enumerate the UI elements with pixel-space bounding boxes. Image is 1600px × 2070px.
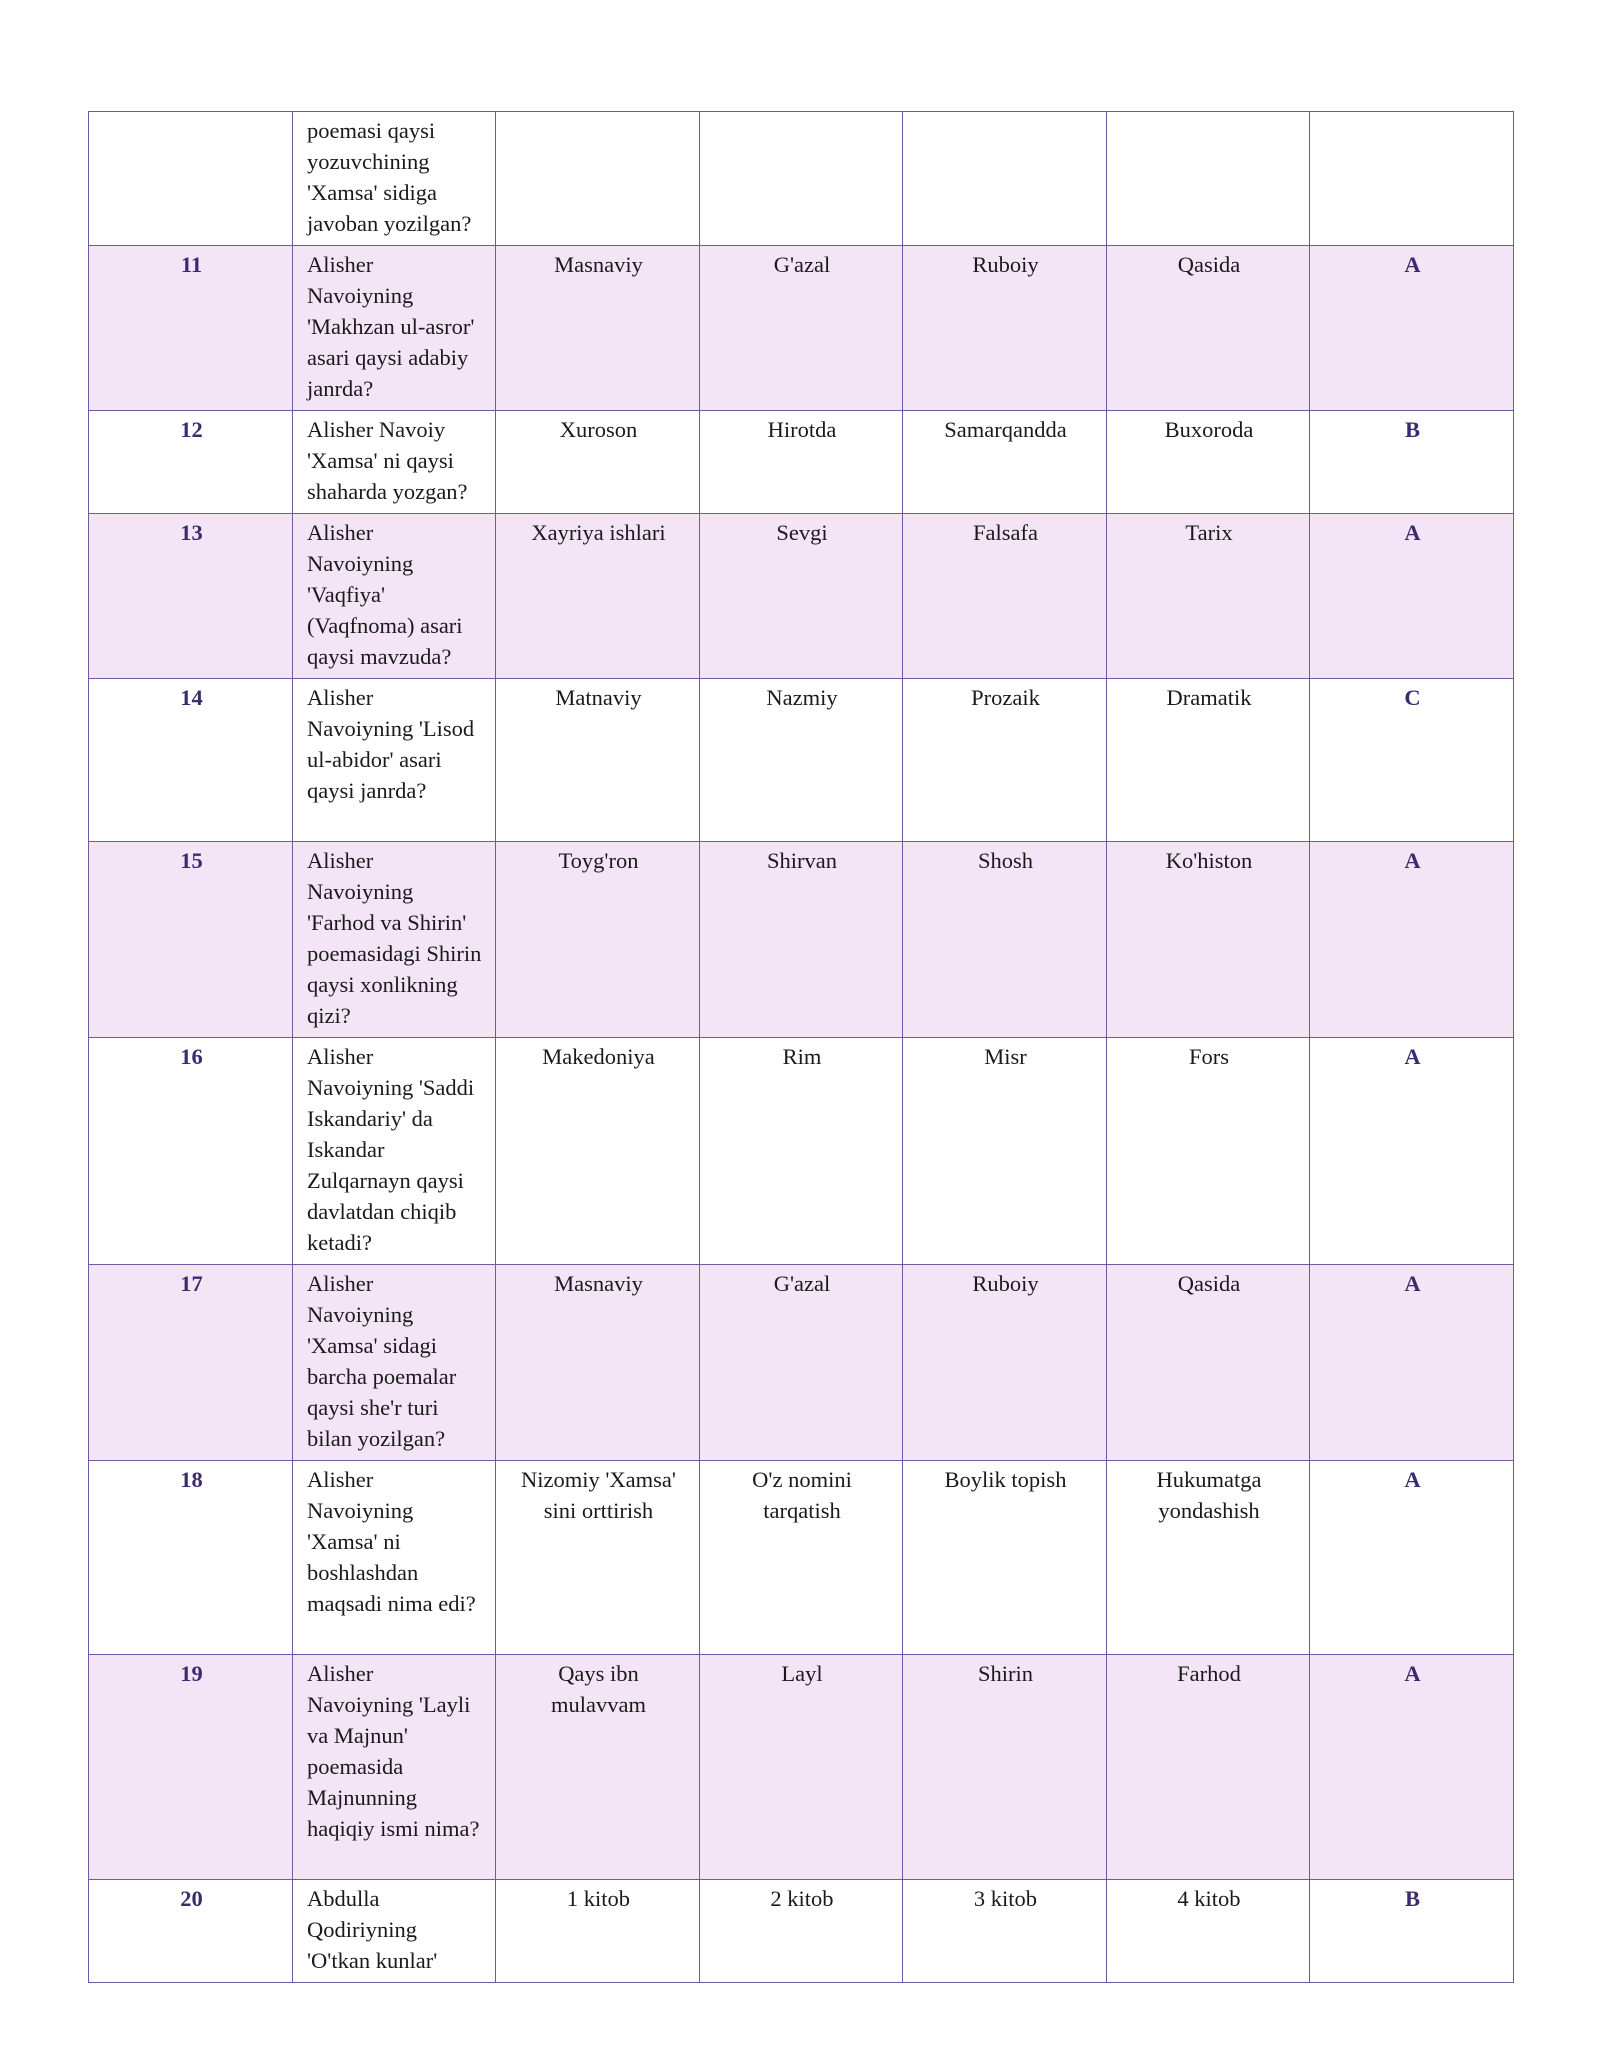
correct-answer: B [1310,1880,1514,1983]
option-b: 2 kitob [700,1880,903,1983]
question-number: 14 [89,679,293,842]
table-row [89,1038,1514,1265]
option-d [1107,112,1310,246]
option-c: Prozaik [903,679,1107,842]
option-d: 4 kitob [1107,1880,1310,1983]
quiz-table [88,111,1514,1983]
option-c: Ruboiy [903,246,1107,411]
option-b [700,112,903,246]
question-number: 13 [89,514,293,679]
option-d: Dramatik [1107,679,1310,842]
option-c: Samarqandda [903,411,1107,514]
option-d: Hukumatga yondashish [1107,1461,1310,1655]
option-b: Shirvan [700,842,903,1038]
option-b: Layl [700,1655,903,1880]
option-a: Makedoniya [496,1038,700,1265]
correct-answer [1310,112,1514,246]
question-text: Alisher Navoiyning 'Xamsa' sidagi barcha poemalar qaysi she'r turi bilan yozilgan? [293,1265,496,1461]
option-c: Shirin [903,1655,1107,1880]
question-number: 20 [89,1880,293,1983]
option-d: Qasida [1107,246,1310,411]
option-c: Boylik topish [903,1461,1107,1655]
question-number: 15 [89,842,293,1038]
table-row [89,246,1514,411]
question-text: Alisher Navoiyning 'Vaqfiya' (Vaqfnoma) asari qaysi mavzuda? [293,514,496,679]
correct-answer: A [1310,514,1514,679]
option-b: Sevgi [700,514,903,679]
correct-answer: A [1310,842,1514,1038]
question-text: Alisher Navoiyning 'Saddi Iskandariy' da Iskandar Zulqarnayn qaysi davlatdan chiqib ketadi? [293,1038,496,1265]
option-a [496,112,700,246]
question-number: 16 [89,1038,293,1265]
option-c: Falsafa [903,514,1107,679]
question-number: 18 [89,1461,293,1655]
option-d: Farhod [1107,1655,1310,1880]
correct-answer: B [1310,411,1514,514]
option-d: Buxoroda [1107,411,1310,514]
table-row [89,1655,1514,1880]
question-text: Alisher Navoiy 'Xamsa' ni qaysi shaharda yozgan? [293,411,496,514]
question-text: Alisher Navoiyning 'Makhzan ul-asror' asari qaysi adabiy janrda? [293,246,496,411]
option-c: 3 kitob [903,1880,1107,1983]
option-a: 1 kitob [496,1880,700,1983]
document-page [88,111,1513,1983]
option-c [903,112,1107,246]
question-text: Abdulla Qodiriyning 'O'tkan kunlar' [293,1880,496,1983]
option-a: Qays ibn mulavvam [496,1655,700,1880]
question-number: 11 [89,246,293,411]
option-d: Fors [1107,1038,1310,1265]
table-row [89,514,1514,679]
option-b: Nazmiy [700,679,903,842]
option-d: Qasida [1107,1265,1310,1461]
question-text: poemasi qaysi yozuvchining 'Xamsa' sidiga javoban yozilgan? [293,112,496,246]
question-text: Alisher Navoiyning 'Xamsa' ni boshlashdan maqsadi nima edi? [293,1461,496,1655]
table-row [89,1265,1514,1461]
correct-answer: A [1310,246,1514,411]
option-b: G'azal [700,1265,903,1461]
option-d: Tarix [1107,514,1310,679]
option-a: Nizomiy 'Xamsa' sini orttirish [496,1461,700,1655]
option-c: Ruboiy [903,1265,1107,1461]
option-a: Matnaviy [496,679,700,842]
question-number: 19 [89,1655,293,1880]
option-b: Hirotda [700,411,903,514]
quiz-table-body [89,112,1514,1983]
option-c: Shosh [903,842,1107,1038]
correct-answer: A [1310,1265,1514,1461]
option-b: Rim [700,1038,903,1265]
option-b: O'z nomini tarqatish [700,1461,903,1655]
table-row [89,411,1514,514]
question-text: Alisher Navoiyning 'Farhod va Shirin' poemasidagi Shirin qaysi xonlikning qizi? [293,842,496,1038]
option-a: Xayriya ishlari [496,514,700,679]
correct-answer: A [1310,1038,1514,1265]
option-b: G'azal [700,246,903,411]
option-a: Masnaviy [496,246,700,411]
table-row [89,842,1514,1038]
table-row [89,1880,1514,1983]
option-a: Xuroson [496,411,700,514]
question-number: 17 [89,1265,293,1461]
correct-answer: A [1310,1461,1514,1655]
table-row [89,679,1514,842]
option-a: Masnaviy [496,1265,700,1461]
option-c: Misr [903,1038,1107,1265]
option-a: Toyg'ron [496,842,700,1038]
question-number: 12 [89,411,293,514]
correct-answer: A [1310,1655,1514,1880]
question-text: Alisher Navoiyning 'Lisod ul-abidor' asari qaysi janrda? [293,679,496,842]
table-row [89,1461,1514,1655]
question-number [89,112,293,246]
table-row [89,112,1514,246]
correct-answer: C [1310,679,1514,842]
question-text: Alisher Navoiyning 'Layli va Majnun' poemasida Majnunning haqiqiy ismi nima? [293,1655,496,1880]
option-d: Ko'histon [1107,842,1310,1038]
